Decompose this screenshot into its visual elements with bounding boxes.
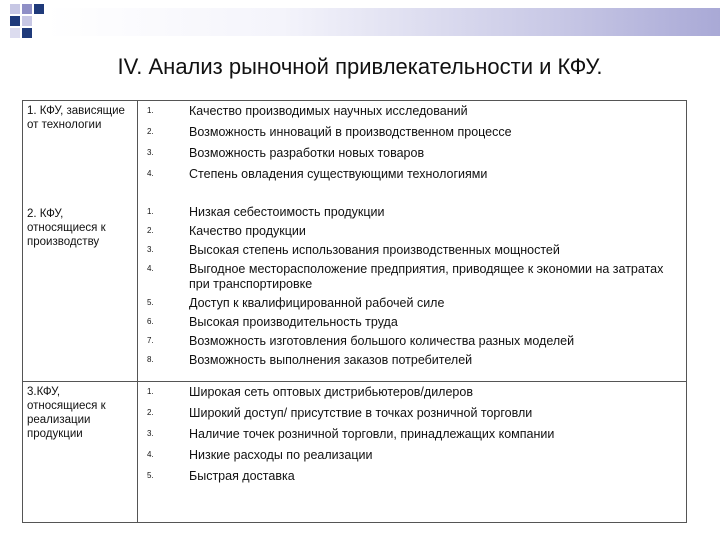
list-sales xyxy=(147,385,677,484)
row-divider xyxy=(23,381,686,382)
list-item: 2. Качество продукции xyxy=(147,224,306,238)
list-production xyxy=(147,205,677,368)
category-sales: 3.КФУ, относящиеся к реализации продукции xyxy=(27,386,106,440)
list-item: 1. Низкая себестоимость продукции xyxy=(147,205,385,219)
decor-square xyxy=(10,4,20,14)
list-item: 8. Возможность выполнения заказов потребителей xyxy=(147,353,473,367)
decor-square xyxy=(10,16,20,26)
list-item: 5. Доступ к квалифицированной рабочей силе xyxy=(147,296,445,310)
decor-square xyxy=(34,4,44,14)
list-item: 1. Широкая сеть оптовых дистрибьютеров/дилеров xyxy=(147,385,473,399)
list-item: 6. Высокая производительность труда xyxy=(147,315,398,329)
slide-title: IV. Анализ рыночной привлекательности и КФУ. xyxy=(117,54,603,79)
decor-square xyxy=(22,28,32,38)
decor-square xyxy=(22,16,32,26)
list-technology xyxy=(147,104,677,182)
kfu-table xyxy=(22,100,687,523)
list-item: 4. Степень овладения существующими технологиями xyxy=(147,167,488,181)
list-item: 3. Наличие точек розничной торговли, принадлежащих компании xyxy=(147,427,555,441)
list-item: 7. Возможность изготовления большого количества разных моделей xyxy=(147,334,575,348)
header-gradient-band xyxy=(46,8,720,36)
list-item: 5. Быстрая доставка xyxy=(147,469,295,483)
decor-square xyxy=(22,4,32,14)
category-technology: 1. КФУ, зависящие от технологии xyxy=(27,105,125,131)
list-item: 1. Качество производимых научных исследований xyxy=(147,104,468,118)
column-divider xyxy=(137,101,138,522)
category-production: 2. КФУ, относящиеся к производству xyxy=(27,208,106,248)
list-item: 2. Широкий доступ/ присутствие в точках розничной торговли xyxy=(147,406,533,420)
list-item: 2. Возможность инноваций в производственном процессе xyxy=(147,125,512,139)
list-item: 4. Низкие расходы по реализации xyxy=(147,448,373,462)
list-item: 3. Возможность разработки новых товаров xyxy=(147,146,425,160)
list-item: 3. Высокая степень использования производственных мощностей xyxy=(147,243,560,257)
list-item: 4. Выгодное месторасположение предприятия, приводящее к экономии на затратах при транспортировке xyxy=(147,262,664,291)
decor-square xyxy=(10,28,20,38)
